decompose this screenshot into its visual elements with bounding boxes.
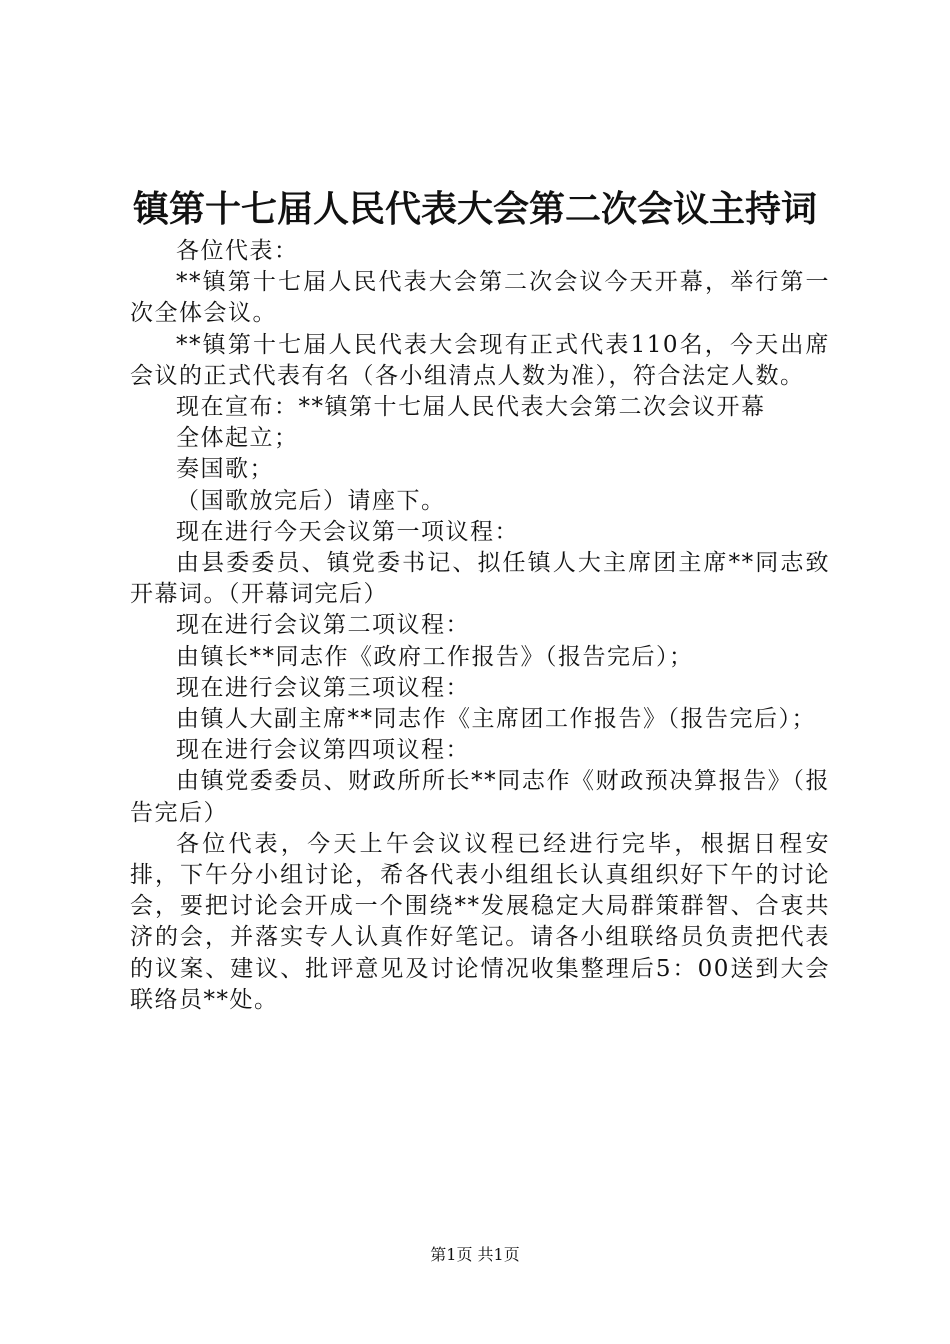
- paragraph-agenda-4-content: 由镇党委委员、财政所所长**同志作《财政预决算报告》（报告完后）: [130, 768, 830, 826]
- paragraph-agenda-3-heading: 现在进行会议第三项议程：: [176, 674, 470, 701]
- paragraph-agenda-1-heading: 现在进行今天会议第一项议程：: [176, 518, 519, 545]
- paragraph-sit-down: （国歌放完后）请座下。: [176, 487, 446, 514]
- paragraph-anthem: 奏国歌；: [176, 456, 274, 483]
- paragraph-greeting: 各位代表：: [176, 238, 299, 264]
- paragraph-closing: 各位代表，今天上午会议议程已经进行完毕，根据日程安排，下午分小组讨论，希各代表小组组长认真组织好下午的讨论会，要把讨论会开成一个围绕**发展稳定大局群策群智、合衷共济的会，并落实专人认真作好笔记。请各小组联络员负责把代表的议案、建议、批评意见及讨论情况收集整理后5：00送到大会联络员**处。: [130, 830, 830, 1013]
- paragraph-agenda-3-content: 由镇人大副主席**同志作《主席团工作报告》（报告完后）；: [176, 706, 816, 733]
- page-footer: 第1页 共1页: [430, 1245, 520, 1264]
- paragraph-opening: **镇第十七届人民代表大会第二次会议今天开幕，举行第一次全体会议。: [130, 269, 830, 327]
- paragraph-agenda-4-heading: 现在进行会议第四项议程：: [176, 737, 470, 764]
- paragraph-agenda-2-heading: 现在进行会议第二项议程：: [176, 612, 470, 639]
- paragraph-agenda-2-content: 由镇长**同志作《政府工作报告》（报告完后）；: [176, 643, 694, 670]
- document-title: 镇第十七届人民代表大会第二次会议主持词: [132, 188, 817, 230]
- document-body: [130, 236, 830, 1016]
- paragraph-agenda-1-content: 由县委委员、镇党委书记、拟任镇人大主席团主席**同志致开幕词。（开幕词完后）: [130, 550, 830, 608]
- paragraph-announcement: 现在宣布：**镇第十七届人民代表大会第二次会议开幕: [176, 394, 766, 421]
- paragraph-stand-up: 全体起立；: [176, 425, 299, 452]
- paragraph-attendance: **镇第十七届人民代表大会现有正式代表110名，今天出席会议的正式代表有名（各小组清点人数为准），符合法定人数。: [130, 331, 830, 389]
